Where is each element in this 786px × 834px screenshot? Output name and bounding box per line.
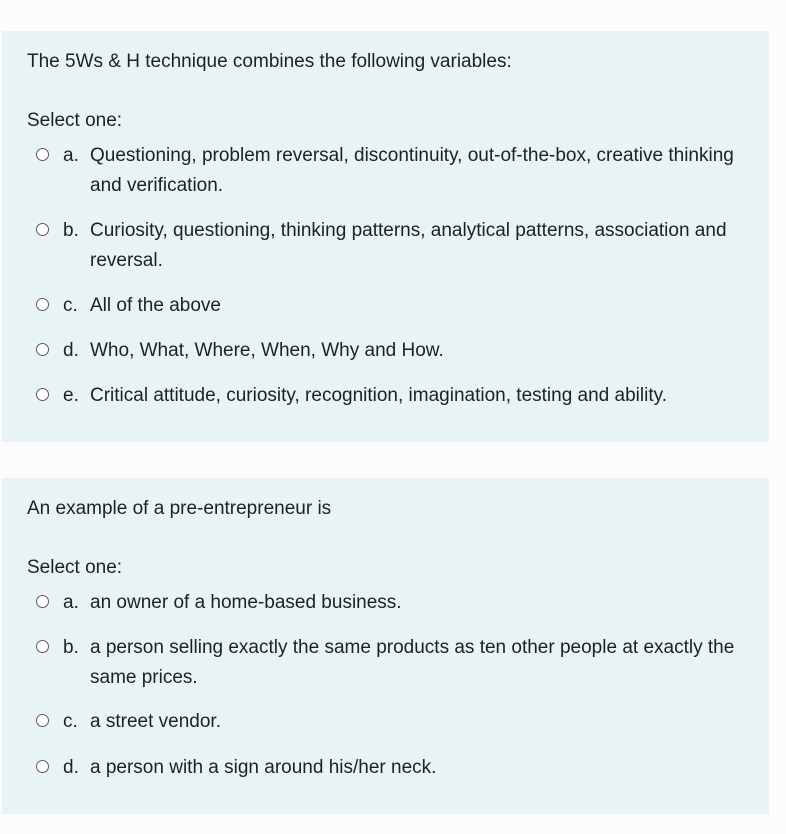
option-letter: d. <box>63 757 79 778</box>
option-letter: b. <box>63 220 79 241</box>
radio-button-b[interactable] <box>36 223 49 236</box>
question-2 <box>2 478 769 814</box>
option-letter: a. <box>63 145 79 166</box>
option-text: a person selling exactly the same products as ten other people at exactly the same prices. <box>90 637 735 688</box>
radio-button-b[interactable] <box>36 640 49 653</box>
option-text: Questioning, problem reversal, discontinuity, out-of-the-box, creative thinking and verification. <box>90 145 734 196</box>
question-text: The 5Ws & H technique combines the following variables: <box>27 51 512 72</box>
answer-option-b[interactable] <box>36 216 756 276</box>
answer-option-c[interactable] <box>36 291 756 321</box>
option-text: an owner of a home-based business. <box>90 592 402 613</box>
radio-button-a[interactable] <box>36 595 49 608</box>
option-text: Critical attitude, curiosity, recognition, imagination, testing and ability. <box>90 385 667 406</box>
option-letter: e. <box>63 385 79 406</box>
option-letter: d. <box>63 340 79 361</box>
radio-button-c[interactable] <box>36 714 49 727</box>
answer-option-b[interactable] <box>36 633 756 693</box>
answer-option-c[interactable] <box>36 707 756 737</box>
answer-option-a[interactable] <box>36 588 756 618</box>
option-letter: c. <box>63 711 78 732</box>
answer-option-d[interactable] <box>36 753 756 783</box>
answer-option-a[interactable] <box>36 141 756 201</box>
option-text: All of the above <box>90 295 221 316</box>
answer-option-e[interactable] <box>36 381 756 411</box>
select-one-label: Select one: <box>27 557 123 578</box>
radio-button-c[interactable] <box>36 298 49 311</box>
radio-button-e[interactable] <box>36 388 49 401</box>
option-text: Curiosity, questioning, thinking patterns, analytical patterns, association and reversal. <box>90 220 727 271</box>
radio-button-d[interactable] <box>36 760 49 773</box>
radio-button-d[interactable] <box>36 343 49 356</box>
question-text: An example of a pre-entrepreneur is <box>27 498 332 519</box>
answer-option-d[interactable] <box>36 336 756 366</box>
option-text: Who, What, Where, When, Why and How. <box>90 340 444 361</box>
radio-button-a[interactable] <box>36 148 49 161</box>
option-text: a street vendor. <box>90 711 221 732</box>
option-letter: a. <box>63 592 79 613</box>
select-one-label: Select one: <box>27 110 123 131</box>
option-letter: b. <box>63 637 79 658</box>
option-letter: c. <box>63 295 78 316</box>
question-1 <box>2 31 769 442</box>
option-text: a person with a sign around his/her neck. <box>90 757 437 778</box>
